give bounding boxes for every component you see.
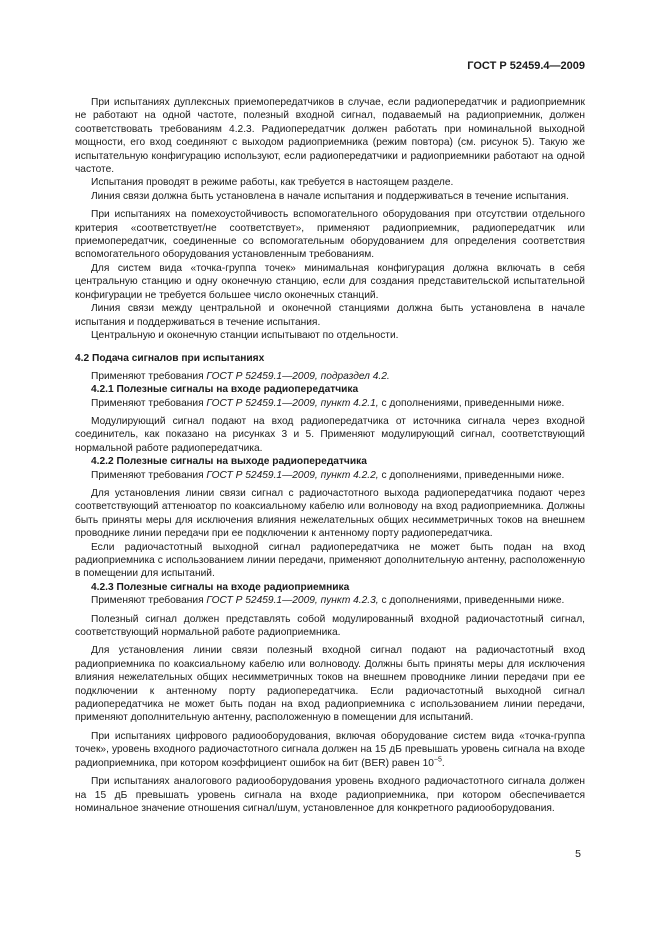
section-heading: 4.2 Подача сигналов при испытаниях	[75, 353, 265, 365]
paragraph: Для установления линии связи полезный входной сигнал подают на радиочастотный вход радиоприемника по коаксиальному кабелю или волноводу. Должны быть приняты меры для исключения влияния нежелательных общих несимметричных токов на внешнем проводнике линии передачи при ее подключении к антенному порту радиопередатчика. Если радиочастотный выходной сигнал радиопередатчика не может быть подан на вход радиоприемника с использованием линии передачи, применяют дополнительную антенну, расположенную в помещении для испытаний.	[75, 645, 585, 724]
paragraph: Линия связи должна быть установлена в начале испытания и поддерживаться в течение испытания.	[91, 190, 569, 202]
paragraph-text: .	[441, 757, 445, 769]
paragraph-text: Применяют требования	[91, 595, 207, 607]
subsection-heading: 4.2.2 Полезные сигналы на выходе радиопередатчика	[91, 456, 367, 468]
exponent: −5	[433, 756, 442, 764]
paragraph	[75, 594, 585, 607]
paragraph	[75, 370, 585, 383]
document-body	[75, 96, 585, 815]
subsection-heading: 4.2.1 Полезные сигналы на входе радиопередатчика	[91, 384, 359, 396]
page-number: 5	[575, 848, 581, 860]
paragraph-text: с дополнениями, приведенными ниже.	[378, 397, 565, 409]
standard-reference: ГОСТ Р 52459.1—2009, подраздел 4.2.	[206, 370, 390, 382]
paragraph: При испытаниях аналогового радиооборудования уровень входного радиочастотного сигнала должен на 15 дБ превышать уровень сигнала на входе радиоприемника, при котором обеспечивается номинальное значение отношения сигнал/шум, установленное для конкретного радиооборудования.	[75, 776, 585, 814]
paragraph: Модулирующий сигнал подают на вход радиопередатчика от источника сигнала через входной соединитель, как показано на рисунках 3 и 5. Применяют модулирующий сигнал, соответствующий нормальной работе радиопередатчика.	[75, 415, 585, 454]
standard-reference: ГОСТ Р 52459.1—2009, пункт 4.2.3,	[206, 595, 379, 607]
paragraph: Центральную и оконечную станции испытывают по отдельности.	[91, 329, 399, 341]
paragraph	[75, 397, 585, 410]
document-header: ГОСТ Р 52459.4—2009	[467, 60, 585, 72]
standard-reference: ГОСТ Р 52459.1—2009, пункт 4.2.1,	[206, 397, 379, 409]
paragraph-text: Применяют требования	[91, 370, 207, 382]
paragraph-text: При испытаниях цифрового радиооборудования, включая оборудование систем вида «точка-группа точек», уровень входного радиочастотного сигнала должен на 15 дБ превышать уровень сигнала на входе радиоприемника, при котором коэффициент ошибок на бит (BER) равен 10	[75, 730, 585, 769]
paragraph: Для установления линии связи сигнал с радиочастотного выхода радиопередатчика подают через соответствующий аттенюатор по коаксиальному кабелю или волноводу на вход радиоприемника. Должны быть приняты меры для исключения влияния нежелательных общих несимметричных токов на внешнем проводнике линии передачи при ее подключении к антенному порту радиопередатчика.	[75, 487, 585, 540]
paragraph: Испытания проводят в режиме работы, как требуется в настоящем разделе.	[91, 177, 454, 189]
paragraph	[75, 730, 585, 770]
paragraph-text: с дополнениями, приведенными ниже.	[378, 469, 565, 481]
paragraph: Для систем вида «точка-группа точек» минимальная конфигурация должна включать в себя центральную станцию и одну оконечную станцию, если для создания представительской испытательной конфигурации не требуется большее число оконечных станций.	[75, 262, 585, 301]
paragraph: Линия связи между центральной и оконечной станциями должна быть установлена в начале испытания и поддерживаться в течение испытания.	[75, 303, 585, 328]
paragraph: Если радиочастотный выходной сигнал радиопередатчика не может быть подан на вход радиоприемника с использованием линии передачи, применяют дополнительную антенну, расположенную в помещении для испытаний.	[75, 541, 585, 580]
standard-reference: ГОСТ Р 52459.1—2009, пункт 4.2.2,	[206, 469, 379, 481]
paragraph: При испытаниях дуплексных приемопередатчиков в случае, если радиопередатчик и радиоприемник не работают на одной частоте, полезный входной сигнал, подаваемый на радиоприемник, должен соответствовать требованиям 4.2.3. Радиопередатчик должен работать при номинальной выходной мощности, его вход соединяют с выходом радиоприемника (режим повтора) (см. рисунок 5). Такую же испытательную конфигурацию используют, если радиопередатчики и радиоприемники работают на одной частоте.	[75, 97, 585, 176]
paragraph-text: Применяют требования	[91, 469, 207, 481]
paragraph	[75, 469, 585, 482]
paragraph: При испытаниях на помехоустойчивость вспомогательного оборудования при отсутствии отдельного критерия «соответствует/не соответствует», применяют радиоприемник, радиопередатчик или приемопередатчик, соединенные со вспомогательным оборудованием для определения соответствия вспомогательного оборудования установленным требованиям.	[75, 209, 585, 261]
subsection-heading: 4.2.3 Полезные сигналы на входе радиоприемника	[91, 581, 350, 593]
paragraph-text: Применяют требования	[91, 397, 207, 409]
paragraph: Полезный сигнал должен представлять собой модулированный входной радиочастотный сигнал, соответствующий нормальной работе радиоприемника.	[75, 613, 585, 639]
paragraph-text: с дополнениями, приведенными ниже.	[378, 595, 565, 607]
